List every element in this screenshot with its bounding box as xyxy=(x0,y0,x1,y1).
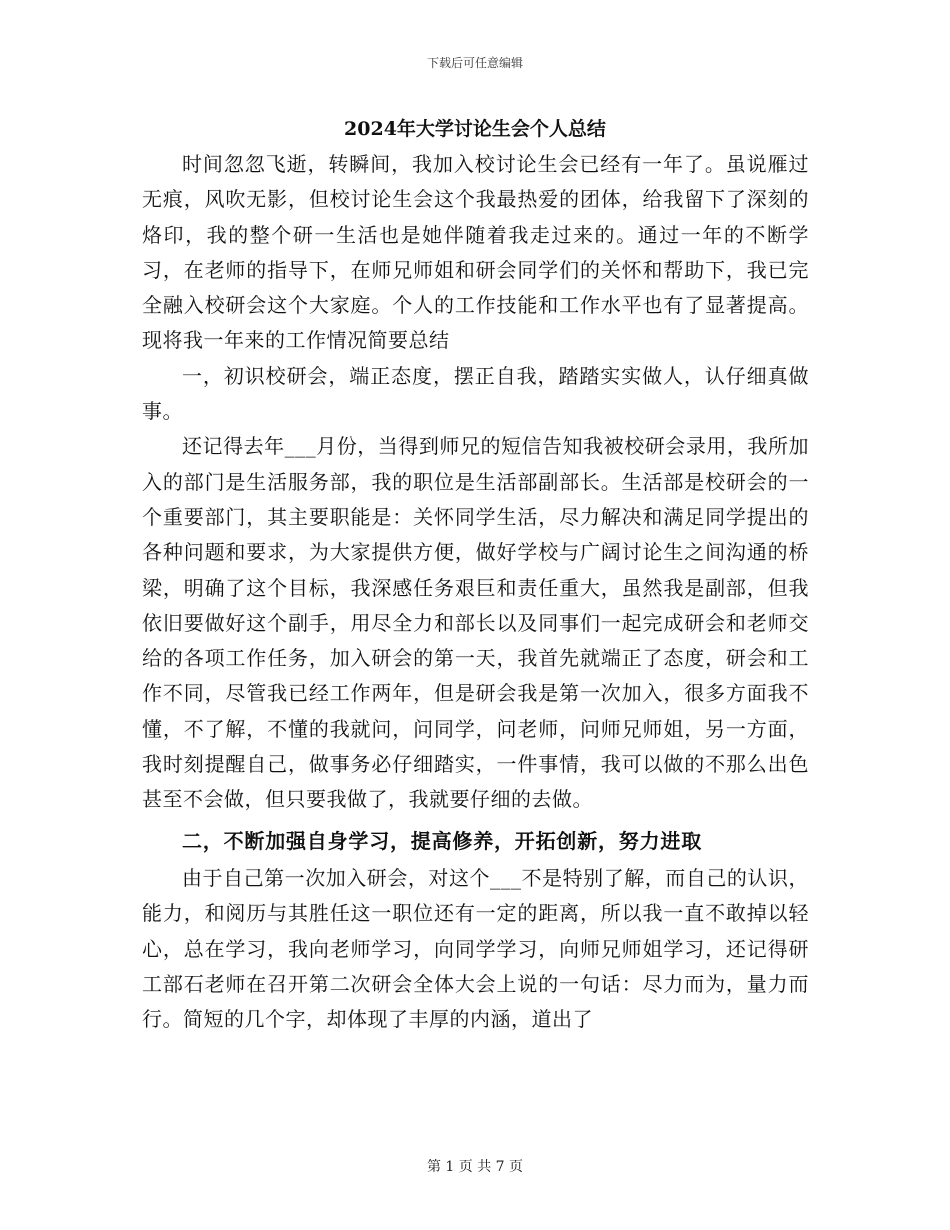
section-heading-2: 二，不断加强自身学习，提高修养，开拓创新，努力进取 xyxy=(182,828,702,853)
paragraph-section-2: 由于自己第一次加入研会，对这个___不是特别了解，而自己的认识，能力，和阅历与其胜任这一职位还有一定的距离，所以我一直不敢掉以轻心，总在学习，我向老师学习，向同学学习，向师兄师姐学习，还记得研工部石老师在召开第二次研会全体大会上说的一句话：尽力而为，量力而行。简短的几个字，却体现了丰厚的内涵，道出了 xyxy=(142,865,809,1032)
paragraph-intro: 时间忽忽飞逝，转瞬间，我加入校讨论生会已经有一年了。虽说雁过无痕，风吹无影，但校讨论生会这个我最热爱的团体，给我留下了深刻的烙印，我的整个研一生活也是她伴随着我走过来的。通过一年的不断学习，在老师的指导下，在师兄师姐和研会同学们的关怀和帮助下，我已完全融入校研会这个大家庭。个人的工作技能和工作水平也有了显著提高。现将我一年来的工作情况简要总结 xyxy=(142,152,809,353)
document-body xyxy=(142,147,809,1037)
section-heading-1: 一，初识校研会，端正态度，摆正自我，踏踏实实做人，认仔细真做事。 xyxy=(142,363,809,424)
paragraph-section-1: 还记得去年___月份，当得到师兄的短信告知我被校研会录用，我所加入的部门是生活服务部，我的职位是生活部副部长。生活部是校研会的一个重要部门，其主要职能是：关怀同学生活，尽力解决和满足同学提出的各种问题和要求，为大家提供方便，做好学校与广阔讨论生之间沟通的桥梁，明确了这个目标，我深感任务艰巨和责任重大，虽然我是副部，但我依旧要做好这个副手，用尽全力和部长以及同事们一起完成研会和老师交给的各项工作任务，加入研会的第一天，我首先就端正了态度，研会和工作不同，尽管我已经工作两年，但是研会我是第一次加入，很多方面我不懂，不了解，不懂的我就问，问同学，问老师，问师兄师姐，另一方面，我时刻提醒自己，做事务必仔细踏实，一件事情，我可以做的不那么出色甚至不会做，但只要我做了，我就要仔细的去做。 xyxy=(142,434,809,812)
document-title: 2024年大学讨论生会个人总结 xyxy=(344,118,606,140)
page-footer-page-number: 第 1 页 共 7 页 xyxy=(426,1159,524,1175)
page-header-note: 下载后可任意编辑 xyxy=(426,56,523,70)
